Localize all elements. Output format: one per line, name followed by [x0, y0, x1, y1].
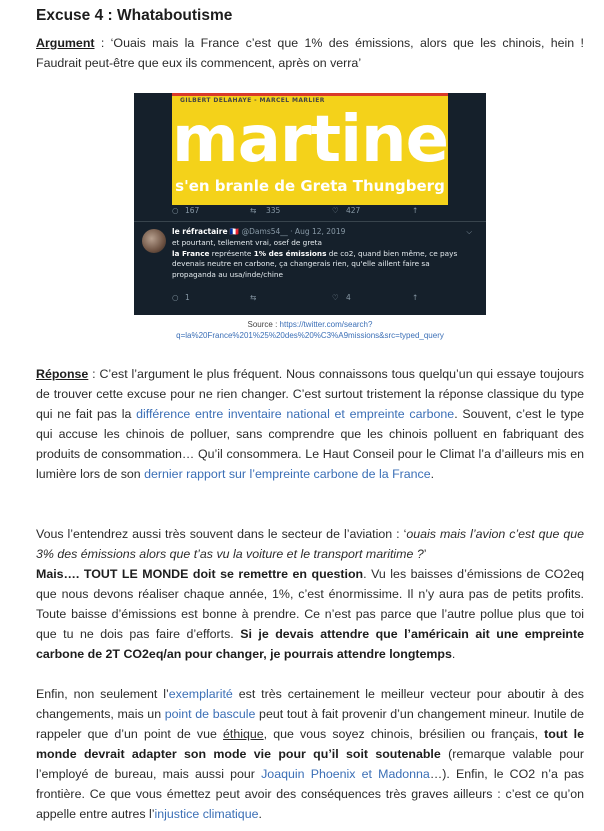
reponse-paragraph [36, 364, 584, 484]
section-title: Excuse 4 : Whataboutisme [36, 7, 233, 24]
aviation-quote: ouais mais l’avion c’est que que 3% des émissions alors que t’as vu la voiture et le transport maritime ? [36, 527, 585, 561]
share-icon[interactable]: ↑ [412, 206, 419, 215]
share-icon[interactable]: ↑ [412, 293, 419, 302]
argument-label: Argument [36, 36, 95, 50]
reply-count: 167 [185, 206, 200, 215]
cover-title: martine [172, 103, 448, 177]
tweet-rest: de co2, quand bien même, ce pays devenais neutre en carbone, ça changerais rien, qu'elle aillent faire sa propaganda au usa/inde/chine [172, 248, 458, 279]
retweet-icon[interactable]: ⇆ [250, 206, 257, 215]
avatar[interactable] [142, 229, 166, 253]
enfin-text-7: . [258, 807, 262, 821]
caption-prefix: Source : [247, 320, 280, 329]
reponse-label: Réponse [36, 367, 89, 381]
like-icon[interactable]: ♡ [332, 293, 339, 302]
exemplarite-link[interactable]: exemplarité [168, 687, 233, 701]
enfin-paragraph [36, 684, 584, 824]
aviation-bold-3: pour changer, je pourrais attendre longtemps [181, 647, 452, 661]
like-icon[interactable]: ♡ [332, 206, 339, 215]
tipping-point-link[interactable]: point de bascule [164, 707, 256, 721]
tweet-header [172, 227, 472, 236]
carbon-footprint-link[interactable]: empreinte carbone de 2T CO2eq/an [36, 627, 584, 661]
tweet-bold-france: la France [172, 248, 210, 258]
aviation-text-3: . Vu les baisses d’émissions de CO2eq que nous devons réaliser chaque année, 1%, c’est énormissime. Il n’y aura pas de petits profits. Toute baisse d’émissions est bonne à prendre. Ce n’est pas parce que l’autre pollue plus que toi que tu ne dois pas faire d’efforts. [36, 567, 584, 641]
caption-link-2[interactable]: q=la%20France%201%25%20des%20%C3%A9missions&src=typed_query [176, 331, 444, 340]
aviation-text-2: ’ [423, 547, 427, 561]
author-name[interactable]: le réfractaire [172, 227, 228, 236]
retweet-count: 335 [266, 206, 281, 215]
tweet-line-2 [172, 249, 468, 281]
argument-text: : ‘Ouais mais la France c’est que 1% des émissions, alors que les chinois, hein ! Faudrait peut-être que eux ils commencent, après on verra’ [36, 36, 584, 70]
reponse-text-1: : C’est l’argument le plus fréquent. Nous connaissons tous quelqu’un qui essaye toujours de trouver cette excuse pour ne rien changer. C’est surtout tristement la réponse classique du type qui ne fait pas la [36, 367, 584, 421]
argument-paragraph [36, 33, 584, 73]
aviation-bold-1: Mais…. TOUT LE MONDE doit se remettre en question [36, 567, 364, 581]
chevron-down-icon[interactable]: ⌵ [466, 227, 472, 236]
tweet-divider [134, 221, 486, 222]
enfin-text-1: Enfin, non seulement l’ [36, 687, 169, 701]
reply-icon[interactable]: ○ [172, 293, 179, 302]
retweet-icon[interactable]: ⇆ [250, 293, 257, 302]
cover-strip [172, 93, 448, 96]
aviation-bold-2: Si je devais attendre que l’américain ait une [240, 627, 525, 641]
inventory-vs-footprint-link[interactable]: différence entre inventaire national et empreinte carbone [136, 407, 455, 421]
tweet-line-1: et pourtant, tellement vrai, osef de greta [172, 238, 322, 247]
enfin-text-6: …). Enfin, le CO2 n’a pas frontière. Ce que vous émettez peut avoir des conséquences très graves ailleurs : c’est ce qu’on appelle entre autres l’ [36, 767, 584, 821]
bottom-tweet-actions [172, 293, 432, 305]
enfin-text-4: , que vous soyez chinois, brésilien ou français, [263, 727, 545, 741]
cover-authors: GILBERT DELAHAYE - MARCEL MARLIER [180, 97, 325, 104]
like-count: 4 [346, 293, 351, 302]
aviation-text-4: . [451, 647, 456, 661]
flag-icon: 🇫🇷 [229, 227, 240, 236]
like-count: 427 [346, 206, 361, 215]
tweet-screenshot [134, 93, 486, 315]
caption-link-1[interactable]: https://twitter.com/search? [279, 320, 373, 329]
reponse-text-2: . Souvent, c’est le type qui accuse les chinois de polluer, sans comprendre que les chinois polluent en fabriquant des produits de consommation… Qu’il consommera. Le Haut Conseil pour le Climat l’a d’ailleurs mis en lumière lors de son [36, 407, 584, 481]
climate-injustice-link[interactable]: injustice climatique [154, 807, 259, 821]
aviation-paragraph [36, 524, 584, 664]
phoenix-madonna-link[interactable]: Joaquin Phoenix et Madonna [261, 767, 430, 781]
tweet-bold-percent: 1% des émissions [253, 248, 327, 258]
image-caption [36, 319, 584, 341]
tweet-mid: représente [209, 248, 254, 258]
enfin-text-2: est très certainement le meilleur vecteur pour aboutir à des changements, mais un [36, 687, 584, 721]
enfin-text-5: (remarque valable pour l’employé de bureau, mais aussi pour [36, 747, 584, 781]
reponse-text-3: . [430, 467, 435, 481]
reply-count: 1 [185, 293, 190, 302]
ethique-word: éthique [223, 727, 264, 741]
handle-date: @Dams54__ · Aug 12, 2019 [241, 227, 346, 236]
cover-subtitle: s'en branle de Greta Thungberg [175, 177, 445, 195]
enfin-text-3: peut tout à fait provenir d’un changement mineur. Inutile de rappeler que d’un point de vue [36, 707, 584, 741]
tweet-text [172, 238, 468, 280]
aviation-text-1: Vous l’entendrez aussi très souvent dans le secteur de l’aviation : ‘ [36, 527, 407, 541]
hcc-report-link[interactable]: dernier rapport sur l’empreinte carbone de la France [144, 467, 431, 481]
top-tweet-actions [172, 206, 432, 218]
martine-cover [172, 93, 448, 205]
reply-icon[interactable]: ○ [172, 206, 179, 215]
enfin-bold-1: tout le monde devrait adapter son mode vie pour qu’il soit soutenable [36, 727, 585, 761]
